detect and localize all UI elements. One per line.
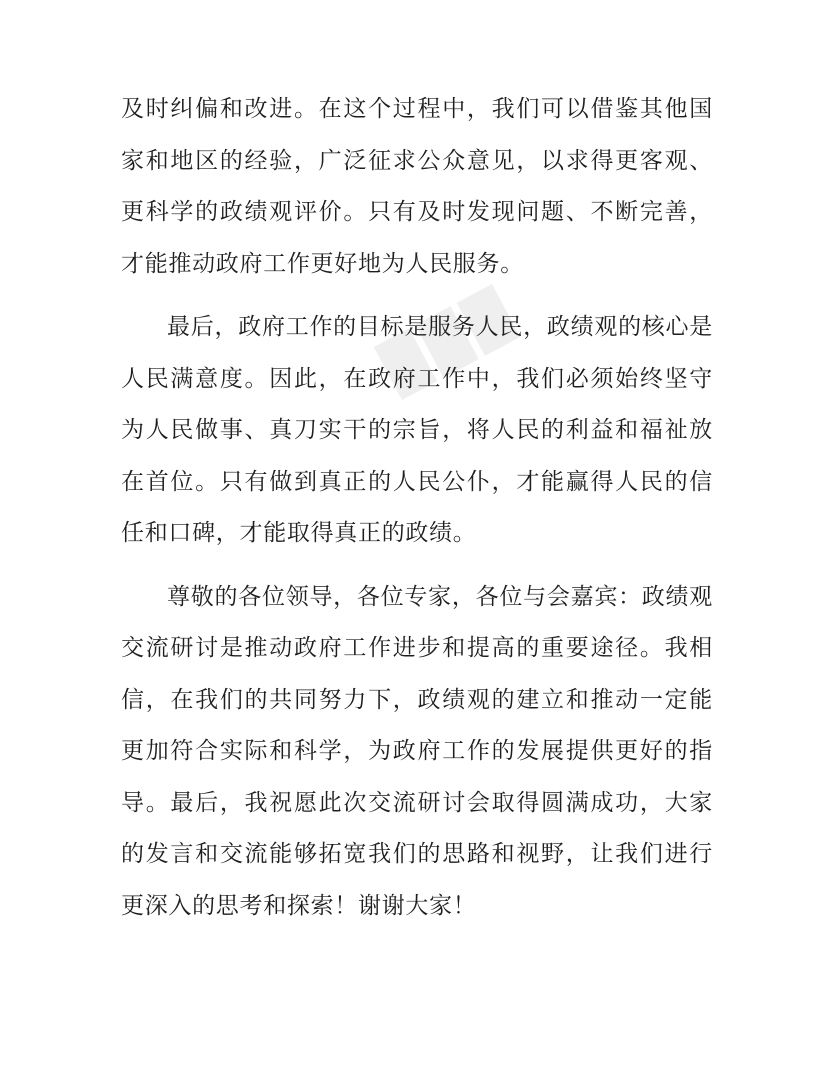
paragraph-closing: 尊敬的各位领导，各位专家，各位与会嘉宾：政绩观交流研讨是推动政府工作进步和提高的重要途径。我相信，在我们的共同努力下，政绩观的建立和推动一定能更加符合实际和科学，为政府工作的发展提供更好的指导。最后，我祝愿此次交流研讨会取得圆满成功，大家的发言和交流能够拓宽我们的思路和视野，让我们进行更深入的思考和探索！谢谢大家！	[121, 583, 713, 919]
paragraph-continuation: 及时纠偏和改进。在这个过程中，我们可以借鉴其他国家和地区的经验，广泛征求公众意见，以求得更客观、更科学的政绩观评价。只有及时发现问题、不断完善，才能推动政府工作更好地为人民服务。	[121, 96, 713, 277]
document-body	[121, 84, 713, 932]
paragraph-finally: 最后，政府工作的目标是服务人民，政绩观的核心是人民满意度。因此，在政府工作中，我们必须始终坚守为人民做事、真刀实干的宗旨，将人民的利益和福祉放在首位。只有做到真正的人民公仆，才能赢得人民的信任和口碑，才能取得真正的政绩。	[121, 314, 713, 546]
